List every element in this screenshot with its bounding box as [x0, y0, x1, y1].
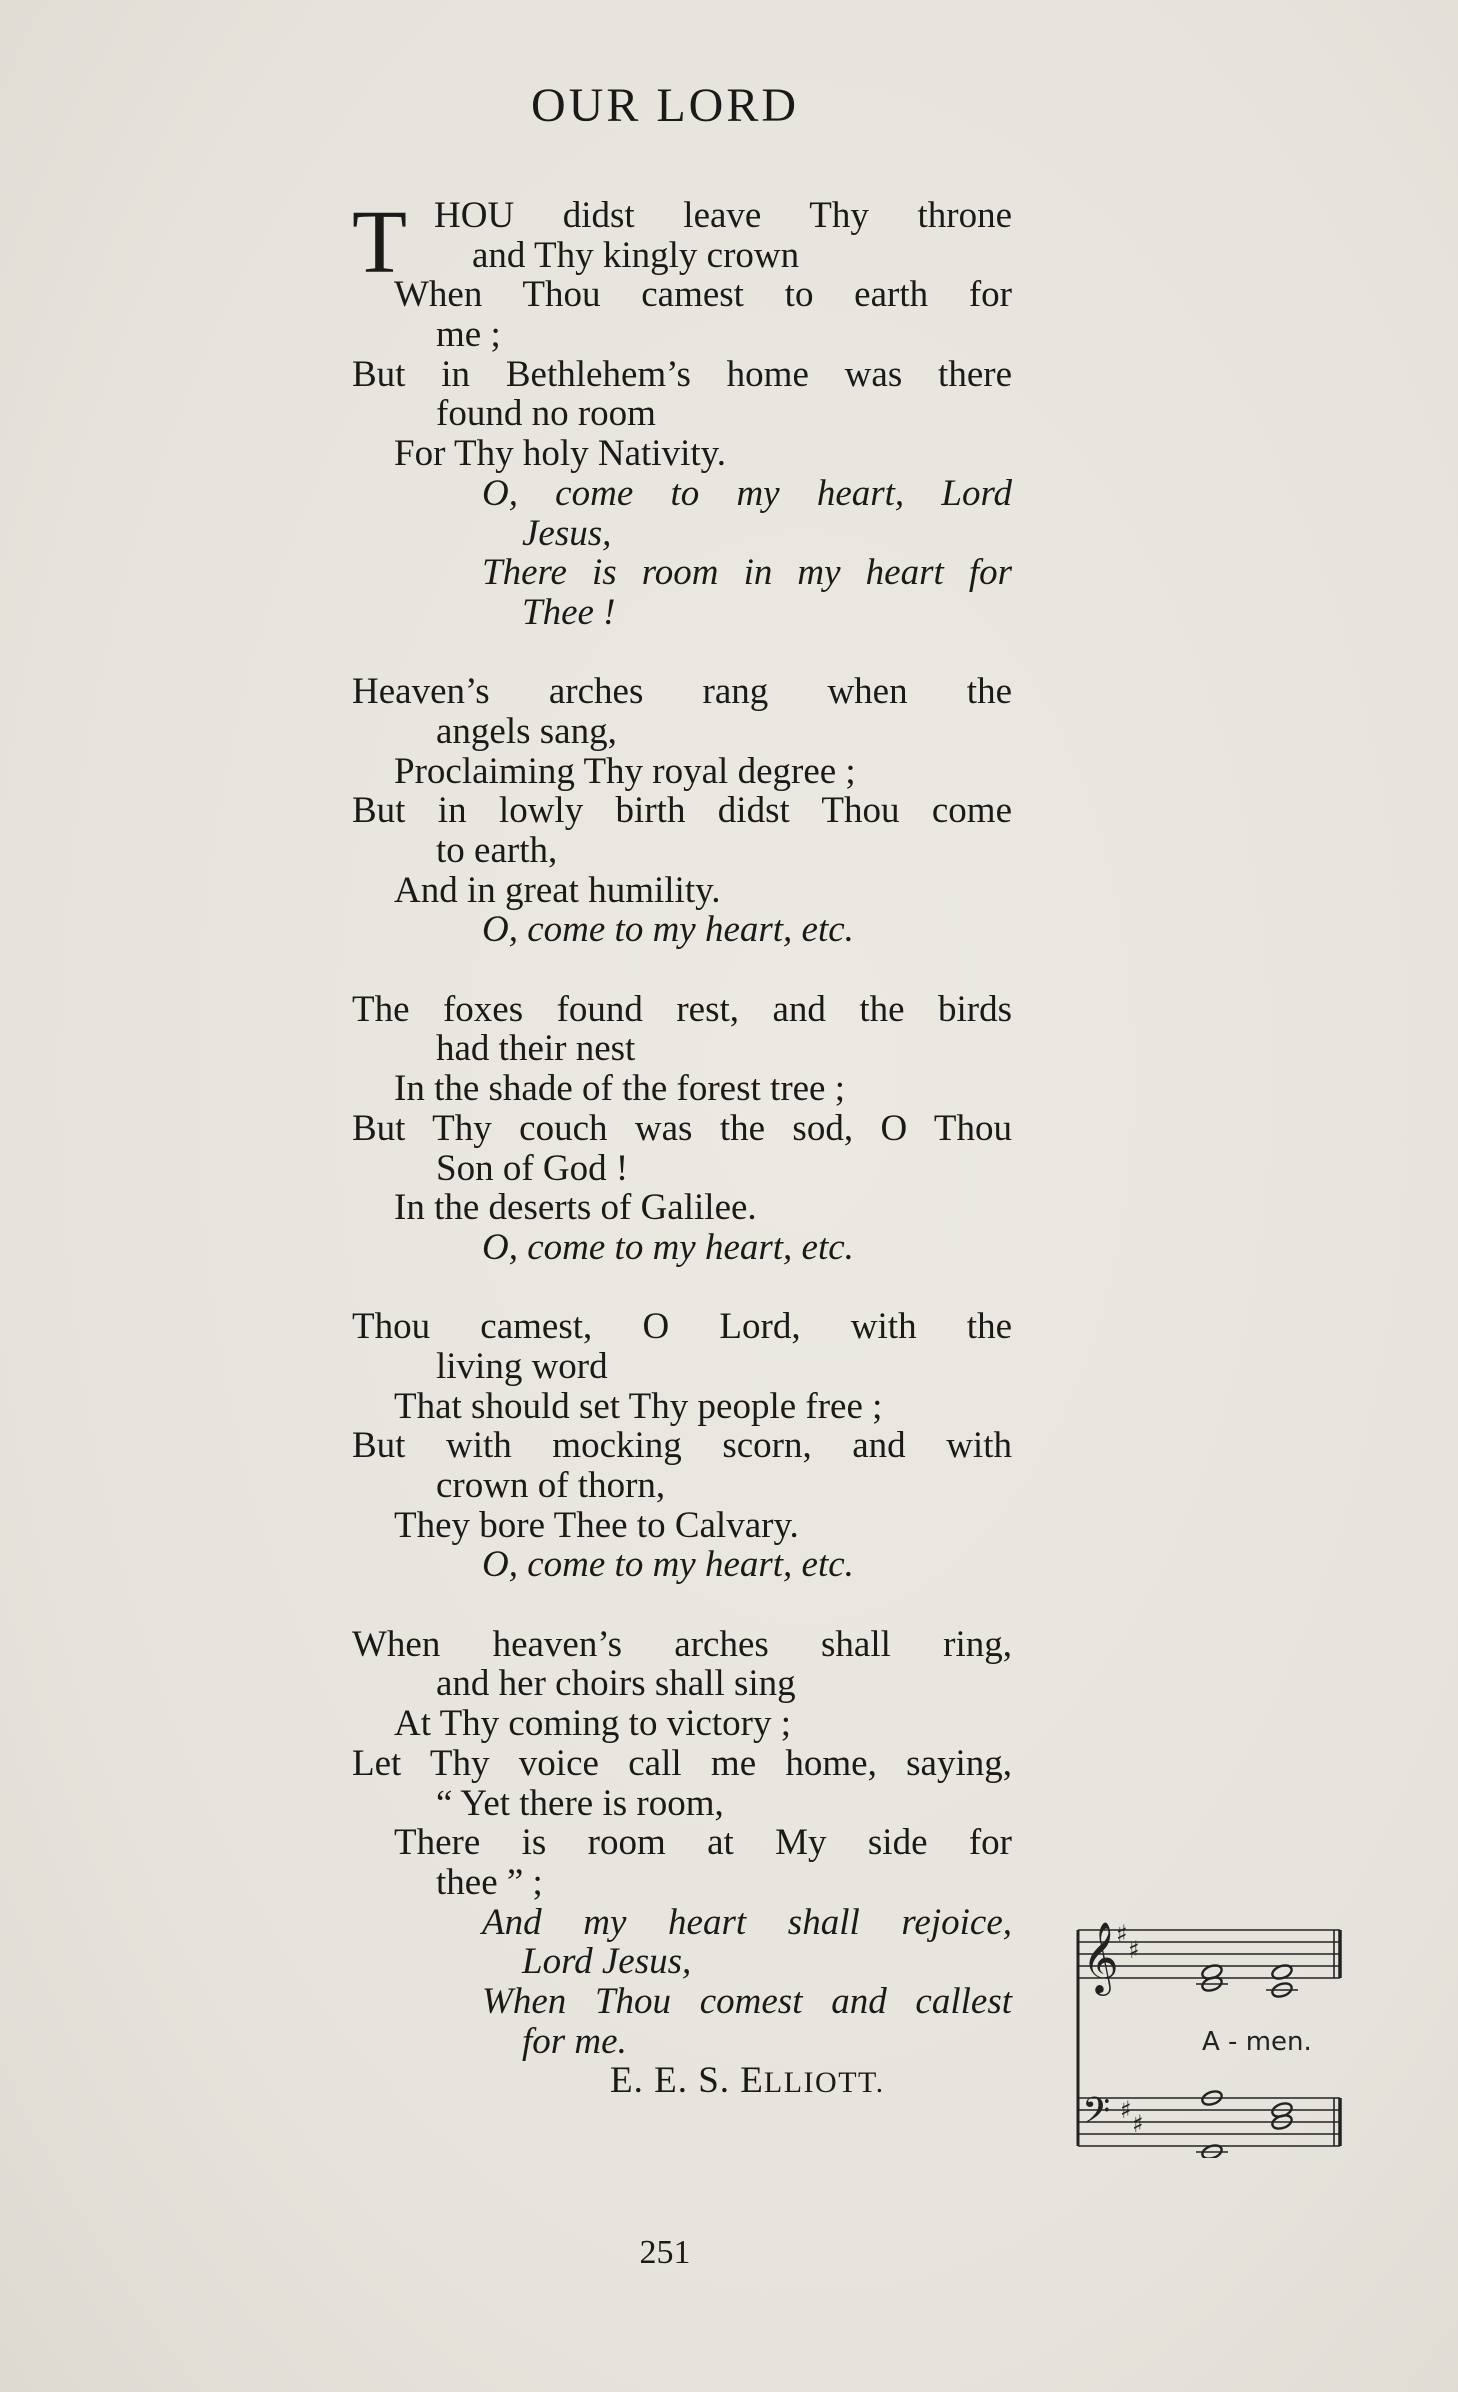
page-number: 251: [639, 2234, 691, 2271]
treble-sharp-icon: ♯: [1116, 1920, 1128, 1948]
refrain-line: O, come to my heart, etc.: [482, 1544, 854, 1586]
hymn-text: [352, 193, 1012, 2102]
treble-sharp-icon: ♯: [1128, 1936, 1140, 1964]
verse-line: found no room: [436, 393, 656, 435]
refrain-line: Thee !: [522, 591, 616, 633]
verse-line: The foxes found rest, and the birds: [352, 988, 1012, 1030]
refrain-line: for me.: [522, 2020, 627, 2062]
bass-clef-icon: 𝄢: [1082, 2090, 1111, 2141]
verse-line: thee ” ;: [436, 1861, 543, 1903]
hymn-title: OUR LORD: [530, 79, 799, 132]
verse-line: They bore Thee to Calvary.: [394, 1504, 799, 1546]
verse-line: When heaven’s arches shall ring,: [352, 1623, 1012, 1665]
verse-line: That should set Thy people free ;: [394, 1385, 883, 1427]
verse-line: and Thy kingly crown: [472, 234, 800, 276]
refrain-line: There is room in my heart for: [482, 552, 1012, 594]
verse-line: Heaven’s arches rang when the: [352, 671, 1012, 713]
refrain-line: O, come to my heart, Lord: [482, 472, 1012, 514]
author-attribution: E. E. S. ELLIOTT.: [610, 2060, 885, 2102]
verse-line: When Thou camest to earth for: [394, 274, 1012, 316]
refrain-line: O, come to my heart, etc.: [482, 1226, 854, 1268]
refrain-line: Jesus,: [522, 512, 612, 554]
verse-line: But in lowly birth didst Thou come: [352, 790, 1012, 832]
bass-sharp-icon: ♯: [1132, 2110, 1144, 2138]
treble-clef-icon: 𝄞: [1082, 1920, 1119, 1993]
verse-line: to earth,: [436, 830, 558, 871]
verse-line: But Thy couch was the sod, O Thou: [352, 1107, 1012, 1149]
amen-label: A - men.: [1202, 2027, 1312, 2057]
verse-line: And in great humility.: [394, 869, 721, 911]
verse-line: and her choirs shall sing: [436, 1663, 796, 1705]
verse-line: Let Thy voice call me home, saying,: [352, 1742, 1012, 1784]
refrain-line: O, come to my heart, etc.: [482, 909, 854, 951]
verse-line: had their nest: [436, 1028, 636, 1070]
verse-line: For Thy holy Nativity.: [394, 433, 726, 475]
refrain-line: When Thou comest and callest: [482, 1980, 1012, 2022]
refrain-line: And my heart shall rejoice,: [482, 1901, 1012, 1943]
verse-line: But with mocking scorn, and with: [352, 1425, 1012, 1467]
verse-line: living word: [436, 1345, 608, 1387]
verse-line: HOU didst leave Thy throne: [434, 195, 1012, 236]
verse-line: Thou camest, O Lord, with the: [352, 1306, 1012, 1348]
verse-line: “ Yet there is room,: [436, 1782, 724, 1824]
verse-line: me ;: [436, 314, 501, 356]
verse-line: But in Bethlehem’s home was there: [352, 353, 1012, 395]
verse-line: In the deserts of Galilee.: [394, 1187, 757, 1229]
verse-line: crown of thorn,: [436, 1465, 666, 1506]
verse-line: angels sang,: [436, 710, 617, 752]
drop-cap: T: [352, 193, 407, 292]
amen-music-notation: [1072, 1908, 1344, 2158]
refrain-line: Lord Jesus,: [522, 1941, 692, 1983]
verse-line: There is room at My side for: [394, 1822, 1012, 1864]
verse-line: In the shade of the forest tree ;: [394, 1068, 846, 1110]
verse-line: Son of God !: [436, 1147, 629, 1189]
bass-sharp-icon: ♯: [1120, 2096, 1132, 2124]
verse-line: Proclaiming Thy royal degree ;: [394, 750, 856, 792]
verse-line: At Thy coming to victory ;: [394, 1703, 792, 1745]
